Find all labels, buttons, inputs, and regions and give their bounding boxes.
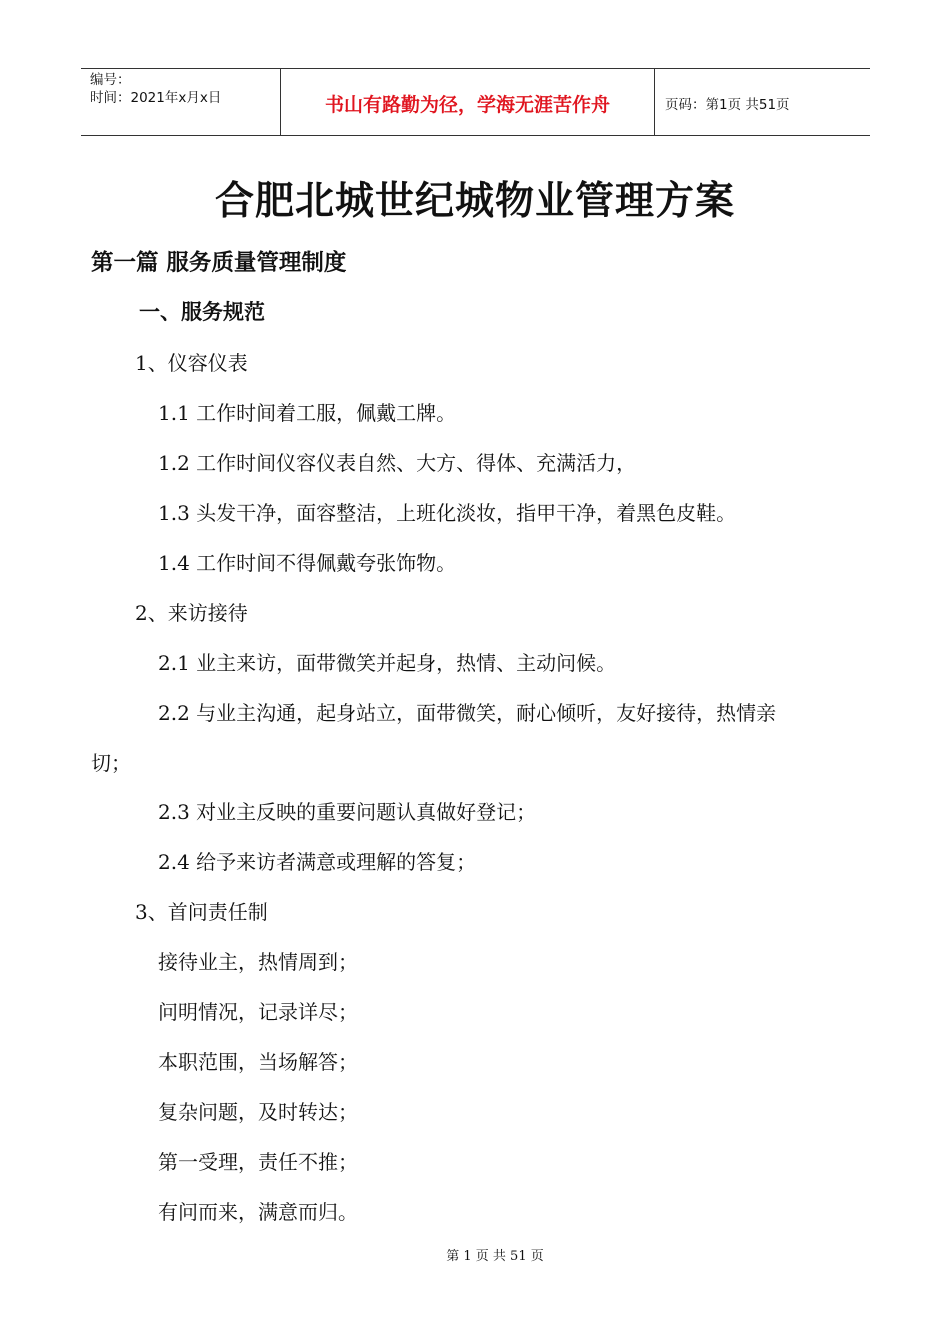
- paragraph: 1.3 头发干净，面容整洁，上班化淡妆，指甲干净，着黑色皮鞋。: [158, 501, 737, 525]
- paragraph: 2.3 对业主反映的重要问题认真做好登记；: [158, 800, 537, 824]
- paragraph: 2.2 与业主沟通，起身站立，面带微笑，耐心倾听，友好接待，热情亲: [158, 701, 777, 725]
- paragraph: 2.4 给予来访者满意或理解的答复；: [158, 850, 477, 874]
- paragraph: 第一受理，责任不推；: [158, 1150, 358, 1174]
- paragraph-continuation: 切；: [91, 751, 131, 775]
- header-motto: 书山有路勤为径，学海无涯苦作舟: [281, 69, 655, 135]
- paragraph: 复杂问题，及时转达；: [158, 1100, 358, 1124]
- date-label: 时间：2021年x月x日: [90, 90, 222, 106]
- header-meta: [81, 69, 281, 135]
- chapter-heading: 第一篇 服务质量管理制度: [91, 250, 347, 276]
- paragraph: 1.2 工作时间仪容仪表自然、大方、得体、充满活力，: [158, 451, 637, 475]
- paragraph: 接待业主，热情周到；: [158, 950, 358, 974]
- paragraph: 1.1 工作时间着工服，佩戴工牌。: [158, 401, 457, 425]
- paragraph: 2.1 业主来访，面带微笑并起身，热情、主动问候。: [158, 651, 617, 675]
- subsection-heading: 2、来访接待: [135, 601, 248, 625]
- document-header: [81, 68, 870, 136]
- document-title: 合肥北城世纪城物业管理方案: [214, 179, 735, 224]
- subsection-heading: 3、首问责任制: [135, 900, 268, 924]
- paragraph: 1.4 工作时间不得佩戴夸张饰物。: [158, 551, 457, 575]
- number-label: 编号：: [90, 72, 131, 88]
- paragraph: 有问而来，满意而归。: [158, 1200, 358, 1224]
- paragraph: 本职范围，当场解答；: [158, 1050, 358, 1074]
- subsection-heading: 1、仪容仪表: [135, 351, 248, 375]
- paragraph: 问明情况，记录详尽；: [158, 1000, 358, 1024]
- header-page-info: 页码：第1页 共51页: [665, 97, 790, 113]
- section-heading: 一、服务规范: [139, 300, 265, 324]
- page-footer: 第 1 页 共 51 页: [446, 1249, 544, 1264]
